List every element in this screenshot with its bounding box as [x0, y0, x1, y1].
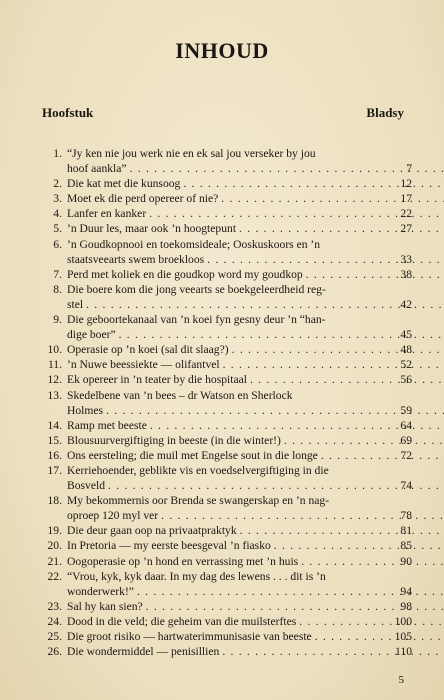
chapter-title-line: Sal hy kan sien? . . . — [67, 599, 444, 614]
chapter-title-line: staatsveearts swem broekloos . . . — [67, 252, 444, 267]
leader-dots — [250, 372, 444, 387]
chapter-title-line: Perd met koliek en die goudkop word my goudkop . . . — [67, 267, 444, 282]
toc-entry — [36, 493, 412, 523]
chapter-title-line: Die groot risiko — hartwaterimmunisasie van beeste . . . — [67, 629, 444, 644]
toc-entry — [36, 312, 412, 342]
chapter-page-number: 33 — [400, 252, 412, 266]
chapter-title-line: Die geboortekanaal van ’n koei fyn gesny deur ’n “han- — [67, 313, 326, 327]
toc-entry — [36, 599, 412, 614]
chapter-title-line: Dood in die veld; die geheim van die muilsterftes . . . — [67, 614, 444, 629]
chapter-page-number: 85 — [400, 539, 412, 553]
toc-entry — [36, 554, 412, 569]
toc-entry — [36, 357, 412, 372]
chapter-page-number: 27 — [400, 222, 412, 236]
chapter-title-line: Blousuurvergiftiging in beeste (in die winter!) . . . — [67, 433, 444, 448]
chapter-page-number: 48 — [400, 343, 412, 357]
toc-entry — [36, 418, 412, 433]
chapter-title-line: Kerriehoender, geblikte vis en voedselvergiftiging in die — [67, 463, 329, 477]
chapter-title-line: Die wondermiddel — penisillien . . . — [67, 644, 444, 659]
chapter-page-number: 74 — [400, 479, 412, 493]
chapter-number: 1. — [53, 147, 62, 160]
chapter-page-number: 100 — [394, 614, 412, 628]
chapter-title-line: My bekommernis oor Brenda se swangerskap en ’n nag- — [67, 494, 330, 508]
chapter-page-number: 12 — [400, 177, 412, 191]
column-header-chapter: Hoofstuk — [42, 105, 94, 120]
leader-dots — [301, 554, 444, 569]
toc-entry — [36, 448, 412, 463]
chapter-title-line: oproep 120 myl ver . . . — [67, 508, 444, 523]
chapter-number: 3. — [53, 192, 62, 206]
chapter-number: 20. — [47, 539, 62, 553]
chapter-title-line: Die boere kom die jong veearts se boekgeleerdheid reg- — [67, 282, 326, 296]
chapter-title-line: ’n Nuwe beessiekte — olifantvel . . . — [67, 357, 444, 372]
chapter-page-number: 78 — [400, 509, 412, 523]
leader-dots — [299, 614, 444, 629]
chapter-number: 21. — [47, 554, 62, 568]
toc-entry — [36, 267, 412, 282]
chapter-number: 19. — [47, 524, 62, 538]
chapter-page-number: 110 — [395, 645, 412, 659]
chapter-title-line: Holmes . . . — [67, 403, 444, 418]
chapter-number: 15. — [47, 433, 62, 447]
chapter-page-number: 90 — [400, 554, 412, 568]
chapter-title-line: Die kat met die kunsoog . . . — [67, 176, 444, 191]
chapter-number: 4. — [53, 207, 62, 221]
leader-dots — [274, 538, 444, 553]
chapter-title-line: Ons eersteling; die muil met Engelse sout in die longe . . . — [67, 448, 444, 463]
chapter-number: 22. — [47, 569, 62, 583]
toc-entry — [36, 237, 412, 267]
chapter-title-line: Die deur gaan oop na privaatpraktyk . . . — [67, 523, 444, 538]
toc-entry — [36, 282, 412, 312]
toc-entry — [36, 388, 412, 418]
chapter-number: 25. — [47, 630, 62, 643]
chapter-title-line: hoof aankla” . . . — [67, 161, 444, 176]
chapter-number: 8. — [53, 282, 62, 296]
chapter-number: 17. — [47, 463, 62, 477]
chapter-title-line: dige boer” . . . — [67, 327, 444, 342]
chapter-title-line: Moet ek die perd opereer of nie? . . . — [67, 191, 444, 206]
chapter-number: 18. — [47, 494, 62, 508]
chapter-number: 24. — [47, 614, 62, 628]
chapter-page-number: 22 — [400, 207, 412, 221]
toc-entry — [36, 342, 412, 357]
chapter-title-line: stel . . . — [67, 297, 444, 312]
chapter-number: 7. — [53, 267, 62, 281]
chapter-number: 6. — [53, 237, 62, 251]
chapter-page-number: 69 — [400, 433, 412, 447]
chapter-title-line: ’n Goudkopnooi en toekomsideale; Ooskuskoors en ’n — [67, 237, 321, 251]
chapter-number: 14. — [47, 418, 62, 432]
chapter-number: 13. — [47, 388, 62, 402]
chapter-page-number: 81 — [400, 524, 412, 538]
toc-entry — [36, 569, 412, 599]
toc-entry — [36, 433, 412, 448]
leader-dots — [232, 342, 444, 357]
chapter-number: 2. — [53, 177, 62, 191]
toc-entry — [36, 146, 412, 176]
chapter-number: 5. — [53, 222, 62, 236]
chapter-title-line: “Jy ken nie jou werk nie en ek sal jou verseker by jou — [67, 147, 316, 160]
chapter-number: 23. — [47, 599, 62, 613]
chapter-title-line: Operasie op ’n koei (sal dit slaag?) . . . — [67, 342, 444, 357]
toc-entry — [36, 206, 412, 221]
chapter-number: 10. — [47, 343, 62, 357]
chapter-title-line: Skedelbene van ’n bees – dr Watson en Sherlock — [67, 388, 293, 402]
chapter-title-line: Lanfer en kanker . . . — [67, 206, 444, 221]
chapter-page-number: 56 — [400, 373, 412, 387]
chapter-page-number: 72 — [400, 448, 412, 462]
chapter-page-number: 7 — [406, 162, 412, 176]
toc-entry — [36, 463, 412, 493]
toc-entry — [36, 644, 412, 659]
chapter-page-number: 98 — [400, 599, 412, 613]
toc-entry — [36, 523, 412, 538]
chapter-title-line: ’n Duur les, maar ook ’n hoogtepunt . . . — [67, 221, 444, 236]
column-header-page: Bladsy — [366, 105, 404, 120]
chapter-number: 9. — [53, 313, 62, 327]
chapter-number: 12. — [47, 373, 62, 387]
toc-entry — [36, 176, 412, 191]
chapter-title-line: In Pretoria — my eerste beesgeval ’n fiasko . . . — [67, 538, 444, 553]
chapter-title-line: Ek opereer in ’n teater by die hospitaal . . . — [67, 372, 444, 387]
chapter-number: 26. — [47, 645, 62, 659]
chapter-title-line: Bosveld . . . — [67, 478, 444, 493]
page-title: INHOUD — [175, 38, 269, 63]
leader-dots — [284, 433, 444, 448]
toc-entry — [36, 614, 412, 629]
chapter-title-line: “Vrou, kyk, kyk daar. In my dag des lewens . . . dit is ’n — [67, 569, 326, 583]
chapter-title-line: Ramp met beeste . . . — [67, 418, 444, 433]
toc-entry — [36, 372, 412, 387]
chapter-title-line: Oogoperasie op ’n hond en verrassing met ’n huis . . . — [67, 554, 444, 569]
leader-dots — [239, 221, 444, 236]
chapter-title-line: wonderwerk!” . . . — [67, 584, 444, 599]
table-of-contents — [36, 146, 412, 659]
chapter-page-number: 42 — [400, 297, 412, 311]
toc-entry — [36, 538, 412, 553]
chapter-page-number: 59 — [400, 403, 412, 417]
chapter-page-number: 38 — [400, 267, 412, 281]
chapter-page-number: 45 — [400, 328, 412, 342]
chapter-number: 16. — [47, 448, 62, 462]
chapter-page-number: 64 — [400, 418, 412, 432]
toc-entry — [36, 221, 412, 236]
chapter-page-number: 105 — [394, 630, 412, 643]
chapter-page-number: 94 — [400, 584, 412, 598]
toc-entry — [36, 629, 412, 644]
chapter-number: 11. — [47, 358, 62, 372]
leader-dots — [306, 267, 444, 282]
chapter-page-number: 17 — [400, 192, 412, 206]
leader-dots — [240, 523, 444, 538]
chapter-page-number: 52 — [400, 358, 412, 372]
toc-entry — [36, 191, 412, 206]
page-number: 5 — [398, 674, 404, 686]
